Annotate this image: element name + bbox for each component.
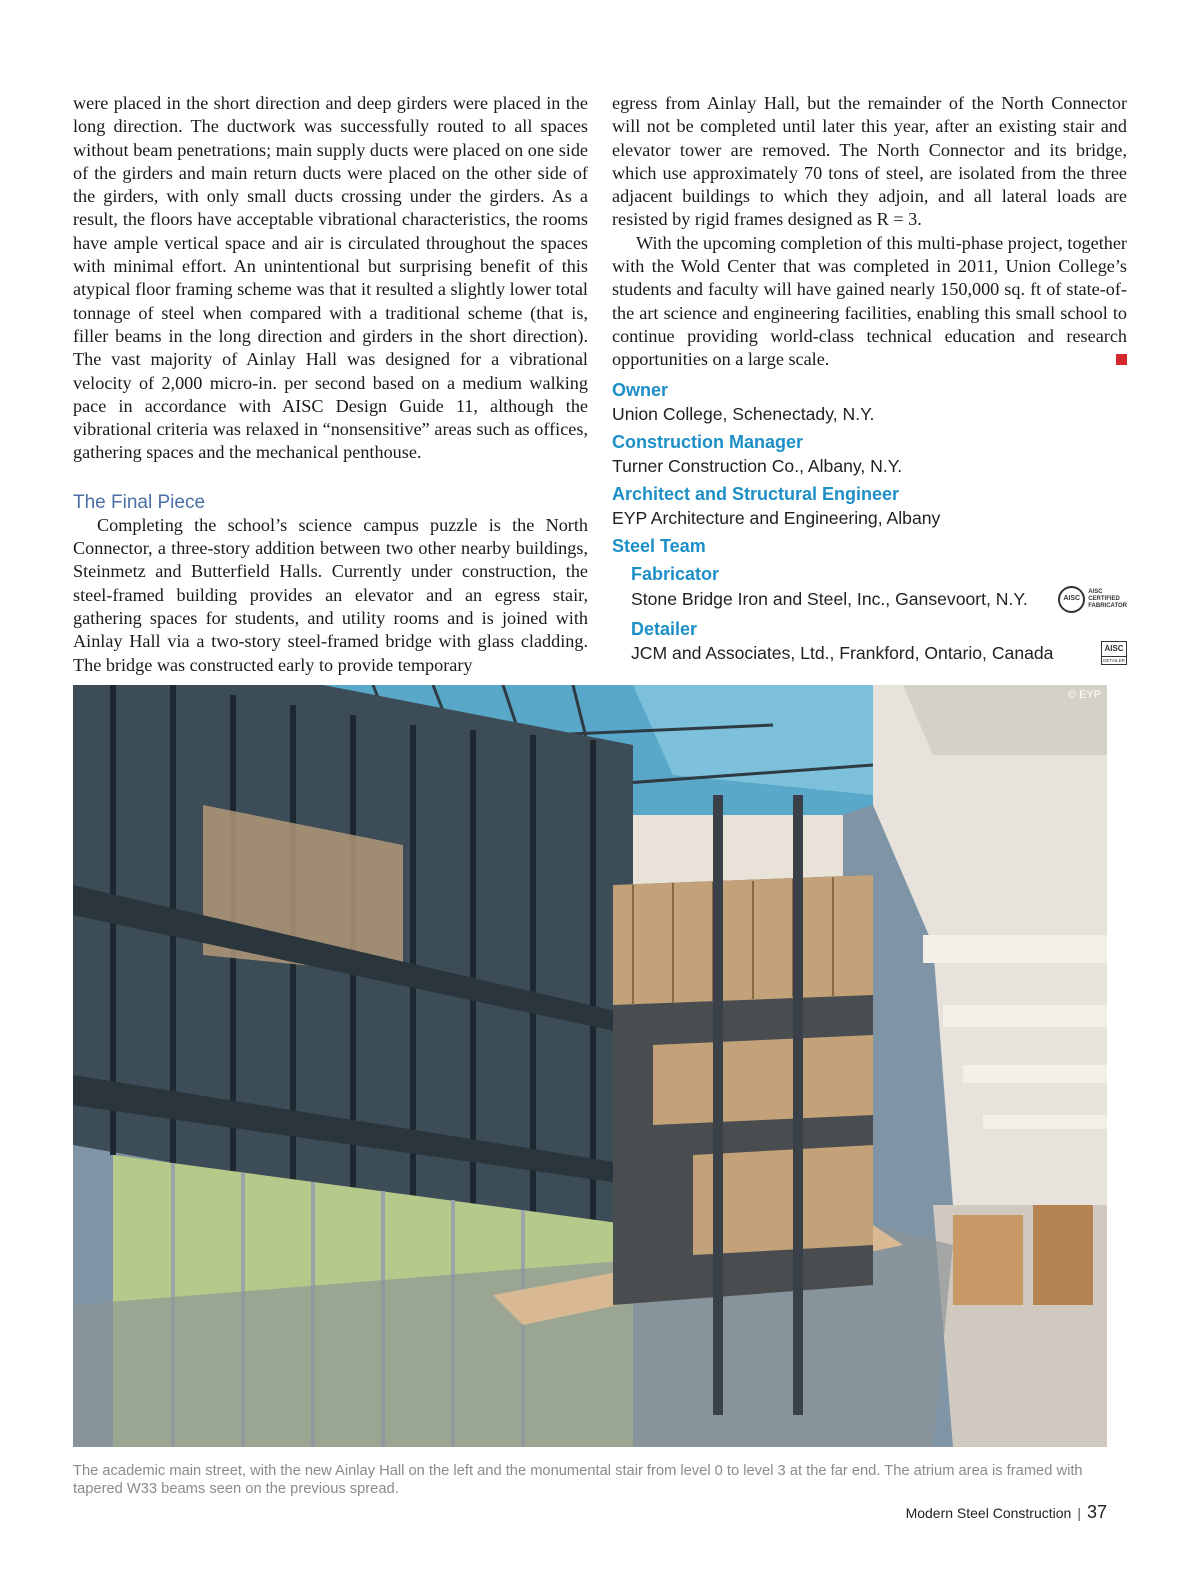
architect-value: EYP Architecture and Engineering, Albany (612, 507, 941, 528)
detailer-row (612, 641, 1127, 665)
left-paragraph-1: were placed in the short direction and deep girders were placed in the long direction. The ductwork was successfully routed to all spaces without beam penetrations; main supply ducts were placed on one side of the girders and main return ducts were placed on the other side of the girders, with only small ducts crossing under the girders. As a result, the floors have acceptable vibrational characteristics, the rooms have ample vertical space and air is circulated throughout the spaces with minimal effort. An unintentional but surprising benefit of this atypical floor framing scheme was that it resulted a slightly lower total tonnage of steel when compared with a traditional scheme (that is, filler beams in the long direction and girders in the short direction). The vast majority of Ainlay Hall was designed for a vibrational velocity of 2,000 micro-in. per second based on a medium walking pace in accordance with AISC Design Guide 11, although the vibrational criteria was relaxed in “nonsensitive” areas such as offices, gathering spaces and the mechanical penthouse. (73, 93, 588, 463)
page-number: 37 (1086, 1502, 1107, 1522)
aisc-seal-icon: AISC (1058, 586, 1085, 613)
detailer-logo-top: AISC (1102, 642, 1126, 656)
photo-credit: © EYP (1067, 689, 1101, 701)
fabricator-label: Fabricator (631, 563, 720, 584)
right-paragraph-2-text: With the upcoming completion of this multi-phase project, together with the Wold Center that was completed in 2011, Union College’s students and faculty will have gained nearly 150,000 sq. ft of state-of-the art science and engineering facilities, enabling this small school to continue providing world-class technical education and research opportunities on a large scale. (612, 232, 1127, 370)
project-credits (612, 378, 1127, 665)
logo-line-3: FABRICATOR (1088, 602, 1127, 609)
owner-value: Union College, Schenectady, N.Y. (612, 403, 875, 424)
footer-separator: | (1077, 1505, 1081, 1521)
fabricator-row (612, 586, 1127, 613)
photo-caption: The academic main street, with the new Ainlay Hall on the left and the monumental stair from level 0 to level 3 at the far end. The atrium area is framed with tapered W33 beams seen on the previous spread. (73, 1463, 1083, 1497)
detailer-logo-bottom: DETAILER (1103, 657, 1125, 663)
steel-team-label: Steel Team (612, 535, 706, 556)
atrium-illustration (73, 685, 1107, 1447)
owner-label: Owner (612, 379, 669, 400)
aisc-certified-fabricator-logo (1058, 586, 1127, 613)
construction-manager-value: Turner Construction Co., Albany, N.Y. (612, 455, 903, 476)
detailer-value: JCM and Associates, Ltd., Frankford, Ontario, Canada (631, 642, 1054, 663)
logo-line-1: AISC (1088, 588, 1103, 595)
fabricator-value: Stone Bridge Iron and Steel, Inc., Gansevoort, N.Y. (631, 589, 1028, 610)
left-paragraph-2: Completing the school’s science campus puzzle is the North Connector, a three-story addition between two other nearby buildings, Steinmetz and Butterfield Halls. Currently under construction, the steel-framed building provides an elevator and an egress stair, gathering spaces for students, and utility rooms and is joined with Ainlay Hall via a two-story steel-framed bridge with glass cladding. The bridge was constructed early to provide temporary (73, 514, 588, 675)
page-footer (906, 1502, 1107, 1523)
aisc-detailer-logo (1101, 641, 1127, 665)
right-column (612, 92, 1127, 665)
end-mark-icon (1116, 354, 1127, 365)
section-heading: The Final Piece (73, 491, 206, 513)
detailer-label: Detailer (631, 618, 698, 639)
right-paragraph-1: egress from Ainlay Hall, but the remainder of the North Connector will not be completed until later this year, after an existing stair and elevator tower are removed. The North Connector and its bridge, which use approximately 70 tons of steel, are isolated from the three adjacent buildings to which they adjoin, and all lateral loads are resisted by rigid frames designed as R = 3. (612, 93, 1127, 230)
architect-label: Architect and Structural Engineer (612, 483, 900, 504)
left-column (73, 92, 588, 677)
construction-manager-label: Construction Manager (612, 431, 804, 452)
atrium-photo (73, 685, 1107, 1447)
publication-name: Modern Steel Construction (905, 1505, 1072, 1521)
logo-line-2: CERTIFIED (1088, 595, 1120, 602)
right-paragraph-2 (612, 232, 1127, 372)
